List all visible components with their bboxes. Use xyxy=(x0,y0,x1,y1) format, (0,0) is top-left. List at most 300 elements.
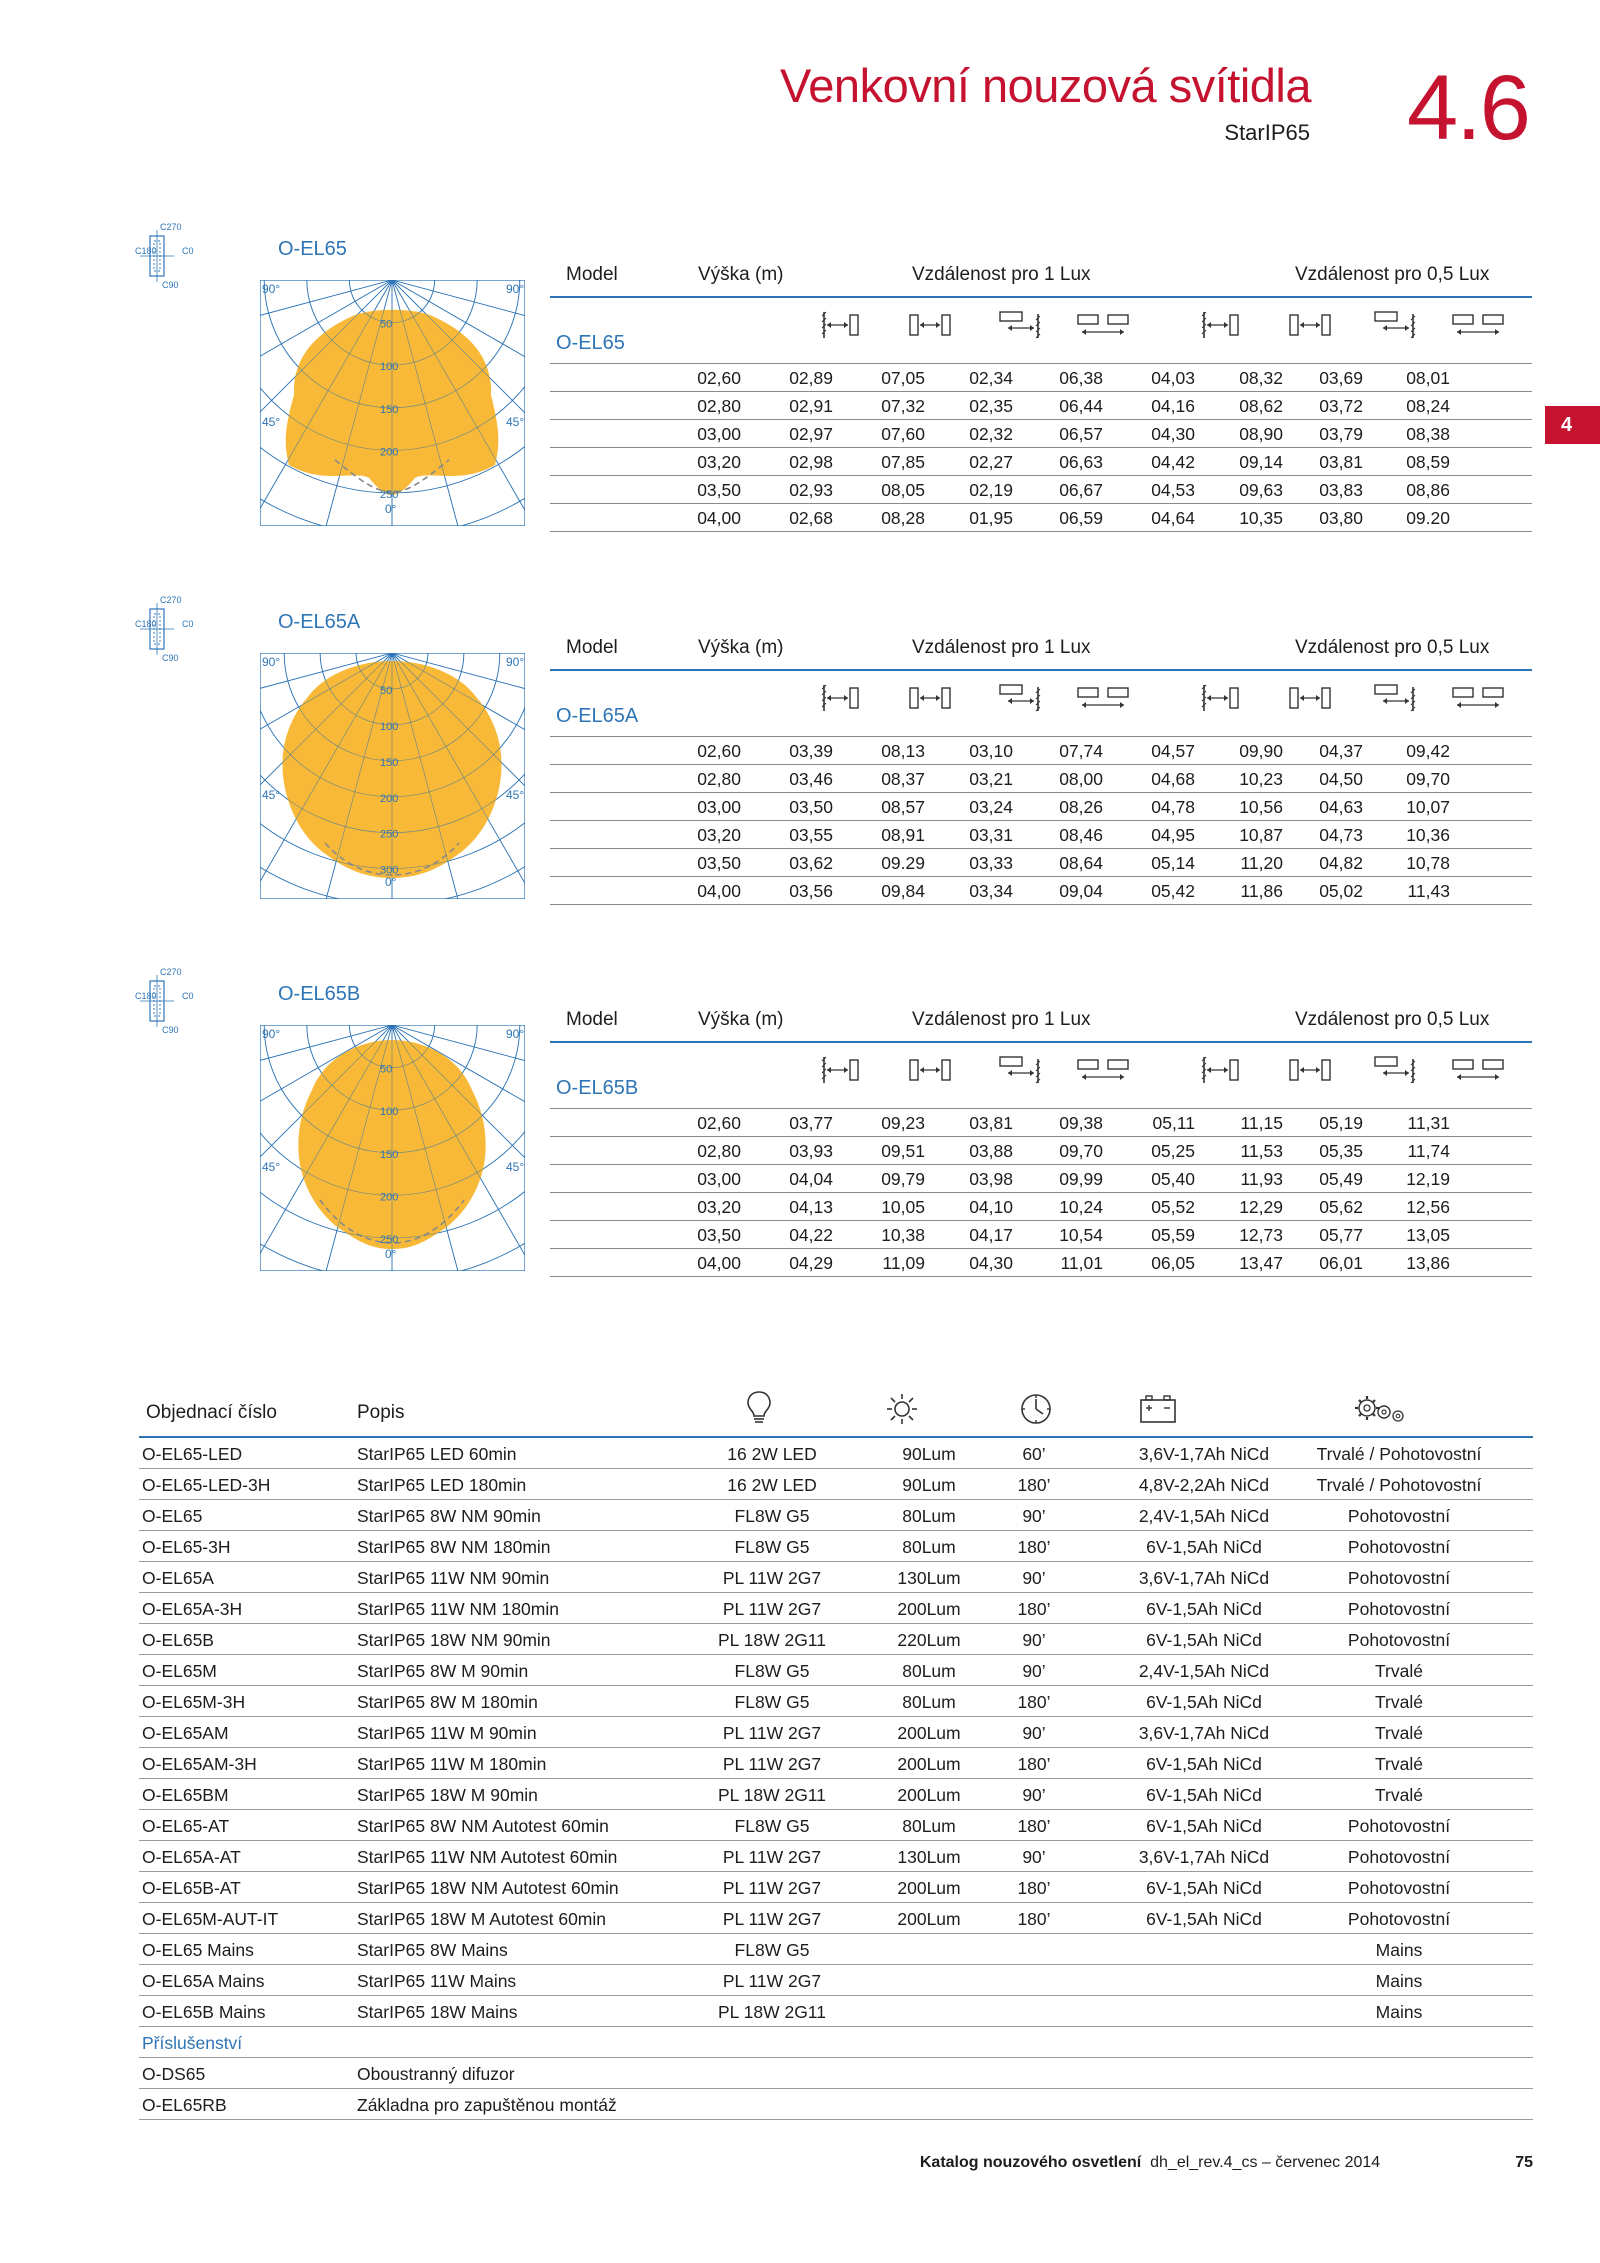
table-cell: 02,60 xyxy=(697,741,741,761)
table-cell: 2,4V-1,5Ah NiCd xyxy=(1138,1661,1270,1681)
table-cell: 07,74 xyxy=(1059,741,1103,761)
diagram-ring-label: 250 xyxy=(380,828,399,841)
c0-label: C0 xyxy=(182,619,194,629)
table-cell: 03,81 xyxy=(969,1113,1013,1133)
table-cell: Pohotovostní xyxy=(1347,1537,1451,1557)
table-cell: O-EL65RB xyxy=(142,2095,227,2115)
table-cell: PL 11W 2G7 xyxy=(722,1754,822,1774)
table-cell: 10,07 xyxy=(1406,797,1450,817)
c270-label: C270 xyxy=(160,222,182,232)
table-cell: PL 18W 2G11 xyxy=(718,2002,826,2022)
diagram-ring-label: 200 xyxy=(380,446,399,459)
table-row xyxy=(550,1108,1532,1137)
table-cell: StarIP65 LED 180min xyxy=(357,1475,527,1495)
table-cell: 08,01 xyxy=(1406,368,1450,388)
table-cell: 03,79 xyxy=(1319,424,1363,444)
table-cell: 11,31 xyxy=(1407,1113,1450,1133)
table-cell: 03,20 xyxy=(697,825,741,845)
table-row xyxy=(550,849,1532,877)
table-cell: 03,50 xyxy=(697,1225,741,1245)
table-cell: 10,54 xyxy=(1059,1225,1103,1245)
table-cell: 180’ xyxy=(1017,1878,1051,1898)
table-cell: 04,42 xyxy=(1151,452,1195,472)
table-cell: 03,00 xyxy=(697,1169,741,1189)
table-cell: 05,25 xyxy=(1151,1141,1195,1161)
table-cell: 03,98 xyxy=(969,1169,1013,1189)
table-cell: PL 11W 2G7 xyxy=(722,1599,822,1619)
table-cell: 07,05 xyxy=(881,368,925,388)
table-cell: 04,30 xyxy=(969,1253,1013,1273)
table-cell: O-EL65 Mains xyxy=(142,1940,254,1960)
angle-45-left-label: 45° xyxy=(262,415,281,429)
photometric-table xyxy=(550,250,1532,532)
table-cell: 09,42 xyxy=(1406,741,1450,761)
gears-icon xyxy=(1353,1392,1409,1426)
table-cell: 04,16 xyxy=(1151,396,1195,416)
height-column-header: Výška (m) xyxy=(698,637,784,658)
table-cell: 90’ xyxy=(1022,1630,1046,1650)
description-header: Popis xyxy=(357,1402,405,1423)
angle-45-right-label: 45° xyxy=(506,415,525,429)
table-row xyxy=(139,1655,1533,1686)
table-row xyxy=(139,1903,1533,1934)
table-cell: 03,77 xyxy=(789,1113,833,1133)
accessories-label: Příslušenství xyxy=(142,2033,243,2053)
table-cell: Trvalé xyxy=(1375,1785,1423,1805)
table-cell: O-EL65M-AUT-IT xyxy=(142,1909,279,1929)
angle-90-right-label: 90° xyxy=(506,282,525,296)
model-column-header: Model xyxy=(566,637,618,658)
table-cell: 02,80 xyxy=(697,396,741,416)
table-cell: FL8W G5 xyxy=(734,1816,810,1836)
table-row xyxy=(139,1934,1533,1965)
table-cell: 04,00 xyxy=(697,881,741,901)
page-title: Venkovní nouzová svítidla xyxy=(780,59,1311,112)
table-cell: 13,05 xyxy=(1406,1225,1450,1245)
table-cell: 6V-1,5Ah NiCd xyxy=(1146,1909,1262,1929)
table-cell: 3,6V-1,7Ah NiCd xyxy=(1138,1568,1270,1588)
diagram-ring-label: 150 xyxy=(380,1148,399,1161)
table-cell: 02,32 xyxy=(969,424,1013,444)
table-cell: O-EL65A-AT xyxy=(142,1847,241,1867)
table-cell: FL8W G5 xyxy=(734,1537,810,1557)
table-cell: 03,10 xyxy=(969,741,1013,761)
table-cell: 03,88 xyxy=(969,1141,1013,1161)
table-row xyxy=(550,765,1532,793)
table-row xyxy=(550,877,1532,905)
angle-90-left-label: 90° xyxy=(262,1027,281,1041)
table-row xyxy=(139,1717,1533,1748)
table-cell: 03,00 xyxy=(697,424,741,444)
table-cell: 04,57 xyxy=(1151,741,1195,761)
table-cell: 09,51 xyxy=(881,1141,925,1161)
table-cell: 10,23 xyxy=(1239,769,1283,789)
table-header xyxy=(550,995,1532,1043)
table-cell: 220Lum xyxy=(897,1630,961,1650)
table-cell: 11,15 xyxy=(1240,1113,1283,1133)
diagram-ring-label: 50 xyxy=(380,1063,393,1076)
angle-45-right-label: 45° xyxy=(506,1160,525,1174)
table-cell: Pohotovostní xyxy=(1347,1506,1451,1526)
model-name: O-EL65A xyxy=(556,705,639,727)
table-cell: 09.29 xyxy=(881,853,925,873)
table-cell: StarIP65 8W NM Autotest 60min xyxy=(357,1816,609,1836)
accessories-section-row xyxy=(139,2027,1533,2058)
c90-label: C90 xyxy=(162,280,179,290)
distance-1lux-header: Vzdálenost pro 1 Lux xyxy=(912,1009,1091,1030)
table-cell: 10,24 xyxy=(1059,1197,1103,1217)
table-cell: 08,90 xyxy=(1239,424,1283,444)
table-cell: StarIP65 8W Mains xyxy=(357,1940,508,1960)
height-column-header: Výška (m) xyxy=(698,1009,784,1030)
table-cell: 6V-1,5Ah NiCd xyxy=(1146,1630,1262,1650)
diagram-model-name: O-EL65B xyxy=(278,983,361,1005)
table-cell: 04,17 xyxy=(969,1225,1013,1245)
table-cell: 6V-1,5Ah NiCd xyxy=(1146,1754,1262,1774)
order-table-header xyxy=(139,1378,1533,1438)
table-cell: 06,01 xyxy=(1319,1253,1363,1273)
light-distribution-diagram xyxy=(120,222,525,530)
table-cell: Trvalé / Pohotovostní xyxy=(1316,1444,1482,1464)
table-cell: 03,69 xyxy=(1319,368,1363,388)
photometric-table xyxy=(550,623,1532,905)
table-cell: 06,59 xyxy=(1059,508,1103,528)
footer-catalog: Katalog nouzového osvetlení xyxy=(919,2154,1142,2171)
diagram-ring-label: 150 xyxy=(380,403,399,416)
table-row xyxy=(139,2089,1533,2120)
table-cell: Pohotovostní xyxy=(1347,1816,1451,1836)
table-cell: 90’ xyxy=(1022,1568,1046,1588)
angle-90-right-label: 90° xyxy=(506,1027,525,1041)
table-cell: 02,19 xyxy=(969,480,1013,500)
table-cell: 08,46 xyxy=(1059,825,1103,845)
table-cell: 3,6V-1,7Ah NiCd xyxy=(1138,1847,1270,1867)
table-cell: StarIP65 18W NM Autotest 60min xyxy=(357,1878,619,1898)
order-table xyxy=(139,1378,1533,2120)
table-cell: PL 11W 2G7 xyxy=(722,1878,822,1898)
table-cell: 11,86 xyxy=(1240,881,1283,901)
order-table-body xyxy=(139,1438,1533,2120)
angle-90-left-label: 90° xyxy=(262,282,281,296)
table-cell: Trvalé xyxy=(1375,1661,1423,1681)
table-cell: 04,78 xyxy=(1151,797,1195,817)
table-cell: 6V-1,5Ah NiCd xyxy=(1146,1537,1262,1557)
table-cell: Mains xyxy=(1375,1940,1423,1960)
table-cell: 180’ xyxy=(1017,1909,1051,1929)
table-cell: 200Lum xyxy=(897,1878,961,1898)
table-cell: Pohotovostní xyxy=(1347,1909,1451,1929)
table-cell: Trvalé xyxy=(1375,1723,1423,1743)
table-cell: 04,64 xyxy=(1151,508,1195,528)
table-cell: StarIP65 11W NM 180min xyxy=(357,1599,559,1619)
table-cell: 6V-1,5Ah NiCd xyxy=(1146,1692,1262,1712)
table-cell: PL 11W 2G7 xyxy=(722,1847,822,1867)
c90-label: C90 xyxy=(162,653,179,663)
table-cell: PL 11W 2G7 xyxy=(722,1568,822,1588)
table-cell: PL 18W 2G11 xyxy=(718,1630,826,1650)
table-header xyxy=(550,623,1532,671)
table-cell: 02,80 xyxy=(697,769,741,789)
table-cell: 03,39 xyxy=(789,741,833,761)
table-cell: 04,50 xyxy=(1319,769,1363,789)
table-cell: 08,26 xyxy=(1059,797,1103,817)
table-cell: 03,50 xyxy=(789,797,833,817)
angle-45-left-label: 45° xyxy=(262,1160,281,1174)
table-cell: 08,64 xyxy=(1059,853,1103,873)
table-cell: 09,38 xyxy=(1059,1113,1103,1133)
table-cell: Trvalé xyxy=(1375,1692,1423,1712)
table-cell: 90’ xyxy=(1022,1785,1046,1805)
table-row xyxy=(139,1531,1533,1562)
spacing-icons xyxy=(550,683,1532,717)
table-cell: 02,68 xyxy=(789,508,833,528)
distance-05lux-header: Vzdálenost pro 0,5 Lux xyxy=(1295,1009,1490,1030)
table-cell: 07,60 xyxy=(881,424,925,444)
table-cell: 200Lum xyxy=(897,1909,961,1929)
table-cell: O-EL65AM xyxy=(142,1723,229,1743)
table-cell: 03,24 xyxy=(969,797,1013,817)
table-cell: 04,73 xyxy=(1319,825,1363,845)
table-row xyxy=(139,1779,1533,1810)
table-cell: 09,79 xyxy=(881,1169,925,1189)
table-cell: 08,38 xyxy=(1406,424,1450,444)
table-cell: 11,74 xyxy=(1407,1141,1450,1161)
table-cell: O-EL65A xyxy=(142,1568,214,1588)
table-row xyxy=(139,1996,1533,2027)
table-cell: 90Lum xyxy=(902,1444,956,1464)
table-cell: 2,4V-1,5Ah NiCd xyxy=(1138,1506,1270,1526)
table-row xyxy=(550,1193,1532,1221)
table-cell: StarIP65 18W NM 90min xyxy=(357,1630,551,1650)
table-cell: O-EL65B Mains xyxy=(142,2002,266,2022)
table-cell: 04,00 xyxy=(697,508,741,528)
table-cell: 11,09 xyxy=(882,1253,925,1273)
table-cell: 03,50 xyxy=(697,480,741,500)
spacing-icons xyxy=(550,310,1532,344)
model-name: O-EL65 xyxy=(556,332,625,354)
angle-90-right-label: 90° xyxy=(506,655,525,669)
table-cell: 08,05 xyxy=(881,480,925,500)
table-cell: 16 2W LED xyxy=(727,1444,817,1464)
table-cell: O-EL65M-3H xyxy=(142,1692,246,1712)
table-cell: O-DS65 xyxy=(142,2064,206,2084)
table-cell: Mains xyxy=(1375,2002,1423,2022)
table-cell: 03,21 xyxy=(969,769,1013,789)
table-row xyxy=(550,736,1532,765)
table-cell: 06,67 xyxy=(1059,480,1103,500)
table-cell: PL 11W 2G7 xyxy=(722,1723,822,1743)
angle-90-left-label: 90° xyxy=(262,655,281,669)
table-cell: 200Lum xyxy=(897,1754,961,1774)
table-row xyxy=(550,1137,1532,1165)
table-cell: 80Lum xyxy=(902,1816,956,1836)
table-cell: 02,35 xyxy=(969,396,1013,416)
distance-05lux-header: Vzdálenost pro 0,5 Lux xyxy=(1295,264,1490,285)
table-cell: Trvalé / Pohotovostní xyxy=(1316,1475,1482,1495)
table-row xyxy=(550,392,1532,420)
table-cell: 4,8V-2,2Ah NiCd xyxy=(1138,1475,1270,1495)
table-cell: 13,86 xyxy=(1406,1253,1450,1273)
table-cell: 80Lum xyxy=(902,1506,956,1526)
table-cell: 03,31 xyxy=(969,825,1013,845)
table-body xyxy=(550,736,1532,905)
table-cell: 08,37 xyxy=(881,769,925,789)
table-cell: 130Lum xyxy=(897,1847,961,1867)
table-cell: 05,02 xyxy=(1319,881,1363,901)
table-row xyxy=(550,1165,1532,1193)
table-cell: 03,80 xyxy=(1319,508,1363,528)
table-row xyxy=(139,2058,1533,2089)
table-header xyxy=(550,250,1532,298)
table-cell: 05,14 xyxy=(1151,853,1195,873)
table-cell: 180’ xyxy=(1017,1475,1051,1495)
table-cell: 08,86 xyxy=(1406,480,1450,500)
table-cell: 04,53 xyxy=(1151,480,1195,500)
table-cell: 09,84 xyxy=(881,881,925,901)
table-cell: 180’ xyxy=(1017,1754,1051,1774)
angle-0-label: 0° xyxy=(385,875,397,889)
table-cell: 200Lum xyxy=(897,1723,961,1743)
table-cell: 07,85 xyxy=(881,452,925,472)
c270-label: C270 xyxy=(160,595,182,605)
distance-1lux-header: Vzdálenost pro 1 Lux xyxy=(912,264,1091,285)
distance-05lux-header: Vzdálenost pro 0,5 Lux xyxy=(1295,637,1490,658)
c0-label: C0 xyxy=(182,991,194,1001)
table-row xyxy=(139,1438,1533,1469)
table-cell: 80Lum xyxy=(902,1661,956,1681)
table-cell: StarIP65 8W NM 180min xyxy=(357,1537,551,1557)
table-cell: 09,63 xyxy=(1239,480,1283,500)
table-cell: 13,47 xyxy=(1239,1253,1283,1273)
table-cell: 12,73 xyxy=(1239,1225,1283,1245)
table-cell: O-EL65B xyxy=(142,1630,214,1650)
table-cell: 12,56 xyxy=(1406,1197,1450,1217)
table-cell: 09,23 xyxy=(881,1113,925,1133)
table-row xyxy=(139,1624,1533,1655)
table-cell: 90’ xyxy=(1022,1661,1046,1681)
table-cell: StarIP65 8W M 90min xyxy=(357,1661,529,1681)
table-cell: 05,19 xyxy=(1319,1113,1363,1133)
table-cell: StarIP65 11W M 180min xyxy=(357,1754,547,1774)
table-cell: 03,34 xyxy=(969,881,1013,901)
table-cell: O-EL65BM xyxy=(142,1785,229,1805)
table-cell: StarIP65 11W Mains xyxy=(357,1971,517,1991)
table-cell: FL8W G5 xyxy=(734,1692,810,1712)
table-cell: 07,32 xyxy=(881,396,925,416)
table-cell: 60’ xyxy=(1022,1444,1046,1464)
table-cell: 05,42 xyxy=(1151,881,1195,901)
lamp-icon xyxy=(745,1390,773,1426)
table-row xyxy=(139,1872,1533,1903)
icon-row xyxy=(550,298,1532,363)
table-cell: Pohotovostní xyxy=(1347,1630,1451,1650)
table-cell: 03,81 xyxy=(1319,452,1363,472)
table-cell: 06,44 xyxy=(1059,396,1103,416)
table-cell: 04,22 xyxy=(789,1225,833,1245)
table-cell: 80Lum xyxy=(902,1692,956,1712)
angle-45-left-label: 45° xyxy=(262,788,281,802)
angle-0-label: 0° xyxy=(385,1247,397,1261)
table-cell: 10,35 xyxy=(1239,508,1283,528)
table-cell: 04,95 xyxy=(1151,825,1195,845)
table-cell: 6V-1,5Ah NiCd xyxy=(1146,1816,1262,1836)
table-cell: 03,20 xyxy=(697,1197,741,1217)
table-cell: PL 18W 2G11 xyxy=(718,1785,826,1805)
table-cell: 11,43 xyxy=(1407,881,1450,901)
table-cell: 09.20 xyxy=(1406,508,1450,528)
table-row xyxy=(550,363,1532,392)
table-cell: 03,93 xyxy=(789,1141,833,1161)
table-cell: StarIP65 18W M Autotest 60min xyxy=(357,1909,607,1929)
table-cell: 03,56 xyxy=(789,881,833,901)
c180-label: C180 xyxy=(135,619,157,629)
diagram-ring-label: 250 xyxy=(380,1234,399,1246)
table-cell: 08,91 xyxy=(881,825,925,845)
table-cell: 03,50 xyxy=(697,853,741,873)
chapter-tab[interactable]: 4 xyxy=(1545,406,1600,444)
table-cell: 08,28 xyxy=(881,508,925,528)
light-distribution-diagram xyxy=(120,595,525,903)
photometric-table xyxy=(550,995,1532,1277)
table-cell: 04,10 xyxy=(969,1197,1013,1217)
diagram-ring-label: 100 xyxy=(380,361,399,374)
table-cell: 06,57 xyxy=(1059,424,1103,444)
footer-revision: dh_el_rev.4_cs – červenec 2014 xyxy=(1150,2154,1381,2171)
diagram-ring-label: 50 xyxy=(380,684,393,697)
c180-label: C180 xyxy=(135,246,157,256)
diagram-ring-label: 200 xyxy=(380,1191,399,1204)
table-body xyxy=(550,1108,1532,1277)
c0-label: C0 xyxy=(182,246,194,256)
table-cell: 02,60 xyxy=(697,1113,741,1133)
table-row xyxy=(550,793,1532,821)
table-row xyxy=(550,476,1532,504)
table-cell: PL 11W 2G7 xyxy=(722,1971,822,1991)
table-cell: 04,04 xyxy=(789,1169,833,1189)
table-cell: FL8W G5 xyxy=(734,1506,810,1526)
page-number: 75 xyxy=(1515,2154,1533,2171)
table-cell: 04,03 xyxy=(1151,368,1195,388)
table-cell: 02,97 xyxy=(789,424,833,444)
table-cell: 08,00 xyxy=(1059,769,1103,789)
table-cell: 08,24 xyxy=(1406,396,1450,416)
table-cell: 3,6V-1,7Ah NiCd xyxy=(1138,1444,1270,1464)
table-row xyxy=(139,1593,1533,1624)
table-body xyxy=(550,363,1532,532)
angle-0-label: 0° xyxy=(385,502,397,516)
table-cell: 04,29 xyxy=(789,1253,833,1273)
table-cell: 90’ xyxy=(1022,1847,1046,1867)
table-cell: 200Lum xyxy=(897,1785,961,1805)
table-cell: 06,38 xyxy=(1059,368,1103,388)
distance-1lux-header: Vzdálenost pro 1 Lux xyxy=(912,637,1091,658)
table-cell: 6V-1,5Ah NiCd xyxy=(1146,1878,1262,1898)
table-cell: StarIP65 8W M 180min xyxy=(357,1692,538,1712)
table-cell: 05,59 xyxy=(1151,1225,1195,1245)
light-distribution-diagram xyxy=(120,967,525,1275)
table-cell: O-EL65B-AT xyxy=(142,1878,241,1898)
model-column-header: Model xyxy=(566,1009,618,1030)
table-cell: 10,38 xyxy=(881,1225,925,1245)
table-cell: 90Lum xyxy=(902,1475,956,1495)
table-cell: 09,14 xyxy=(1239,452,1283,472)
table-cell: 01,95 xyxy=(969,508,1013,528)
table-cell: 80Lum xyxy=(902,1537,956,1557)
table-row xyxy=(550,448,1532,476)
angle-45-right-label: 45° xyxy=(506,788,525,802)
table-row xyxy=(550,420,1532,448)
c180-label: C180 xyxy=(135,991,157,1001)
